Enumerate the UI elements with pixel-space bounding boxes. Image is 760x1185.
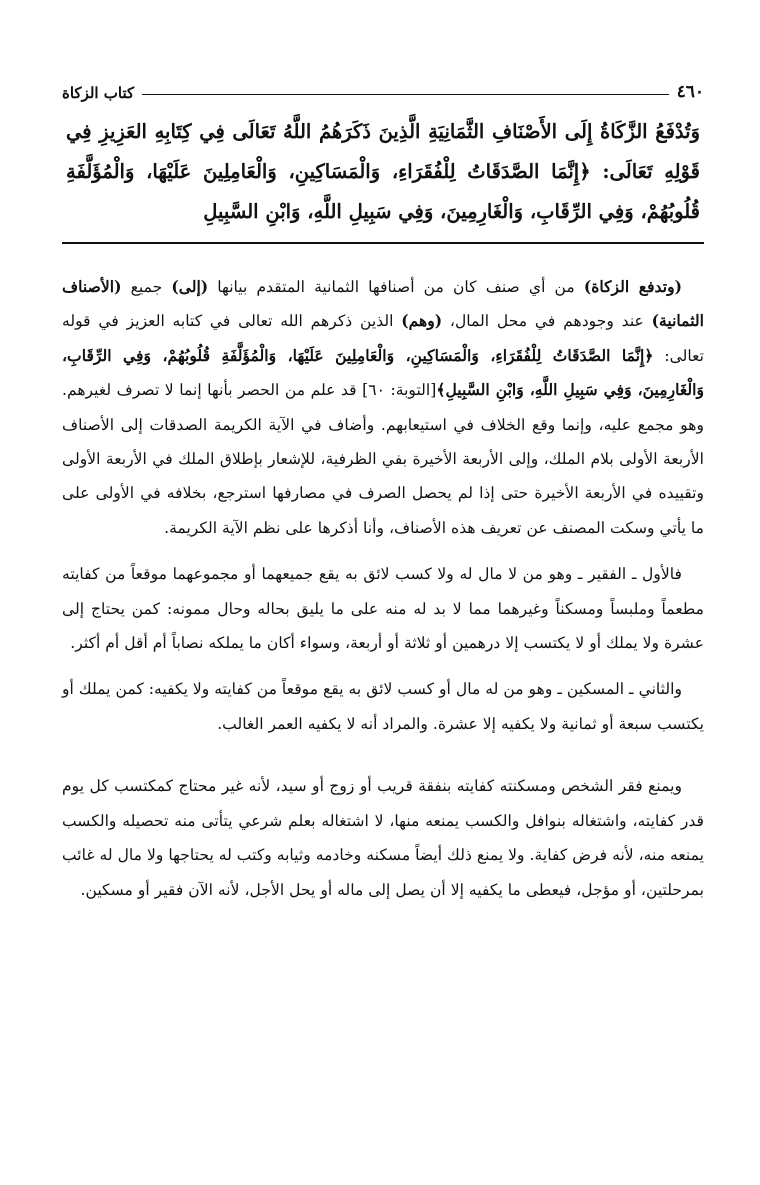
book-page — [62, 72, 704, 919]
text-run-1: من أي صنف كان من أصنافها الثمانية المتقدم بيانها — [208, 278, 584, 296]
matn-text: وَتُدْفَعُ الزَّكَاةُ إِلَى الأَصْنَافِ الثَّمَانِيَةِ الَّذِينَ ذَكَرَهُمُ اللَّهُ تَعَالَى فِي كِتَابِهِ العَزِيزِ فِي قَوْلِهِ تَعَالَى: ﴿إِنَّمَا الصَّدَقَاتُ لِلْفُقَرَاءِ، وَالْمَسَاكِينِ، وَالْعَامِلِينَ عَلَيْهَا، وَالْمُؤَلَّفَةِ قُلُوبُهُمْ، وَفِي الرِّقَابِ، وَالْغَارِمِينَ، وَفِي سَبِيلِ اللَّهِ، وَابْنِ السَّبِيلِ — [66, 120, 700, 223]
text-run-4: الذين ذكرهم الله تعالى في كتابه العزيز في قوله تعالى: — [62, 312, 705, 365]
quran-verse: ﴿إِنَّمَا الصَّدَقَاتُ لِلْفُقَرَاءِ، وَالْمَسَاكِينِ، وَالْعَامِلِينَ عَلَيْهَا، وَالْمُؤَلَّفَةِ قُلُوبُهُمْ، وَفِي الرِّقَابِ، وَالْغَارِمِينَ، وَفِي سَبِيلِ اللَّهِ، وَابْنِ السَّبِيلِ﴾ — [62, 345, 705, 400]
page-header — [62, 72, 704, 102]
header-rule — [142, 94, 668, 95]
bold-phrase-1: (وتدفع الزكاة) — [583, 277, 682, 296]
text-run-5: [التوبة: ٦٠] قد علم من الحصر بأنها إنما لا تصرف لغيرهم. وهو مجمع عليه، وإنما وقع الخلاف في استيعابهم. وأضاف في الآية الكريمة الصدقات إلى الأصناف الأربعة الأولى بلام الملك، وإلى الأربعة الأخيرة بفي الظرفية، للإشعار بإطلاق الملك في الأربعة الأولى وتقييده في الأربعة الأخيرة حتى إذا لم يحصل الصرف في مصارفها استرجع، بخلافه في الأولى على ما يأتي وسكت المصنف عن تعريف هذه الأصناف، وأنا أذكرها على نظم الآية الكريمة. — [62, 381, 704, 537]
commentary-paragraph-4: ويمنع فقر الشخص ومسكنته كفايته بنفقة قريب أو زوج أو سيد، لأنه غير محتاج كمكتسب كل يوم قدر كفايته، واشتغاله بنوافل والكسب يمنعه منها، لا اشتغاله بعلم شرعي يتأتى منه تحصيله والكسب يمنعه منه، لأنه فرض كفاية. ولا يمنع ذلك أيضاً مسكنه وخادمه وثيابه وكتب له يحتاجها ولا مال له غائب بمرحلتين، أو مؤجل، فيعطى ما يكفيه إلا أن يصل إلى ماله أو يحل الأجل، لأنه الآن فقير أو مسكين. — [61, 777, 704, 899]
commentary — [62, 270, 704, 907]
bold-phrase-4: (وهم) — [401, 311, 443, 331]
commentary-paragraph-3: والثاني ـ المسكين ـ وهو من له مال أو كسب لائق به يقع موقعاً من كفايته ولا يكفيه: كمن يملك أو يكتسب سبعة أو ثمانية ولا يكفيه إلا عشرة. والمراد أنه لا يكفيه العمر الغالب. — [62, 680, 704, 733]
bold-phrase-2: (إلى) — [171, 277, 209, 296]
book-title: كتاب الزكاة — [62, 84, 135, 102]
text-run-3: عند وجودهم في محل المال، — [442, 312, 652, 331]
bold-phrase-3: (الأصناف الثمانية) — [62, 277, 704, 331]
commentary-paragraph-1 — [62, 270, 704, 545]
page-number: ٤٦٠ — [676, 82, 704, 102]
text-run-2: جميع — [121, 278, 172, 296]
commentary-paragraph-2: فالأول ـ الفقير ـ وهو من لا مال له ولا كسب لائق به يقع جميعهما أو مجموعهما موقعاً من كفايته مطعماً وملبساً ومسكناً وغيرهما مما لا بد له منه على ما يليق بحاله وحال ممونه: كمن يحتاج إلى عشرة ولا يملك أو لا يكتسب إلا درهمين أو ثلاثة أو أربعة، وسواء أكان ما يملكه نصاباً أم أقل أم أكثر. — [62, 565, 704, 653]
section-divider — [62, 242, 704, 244]
